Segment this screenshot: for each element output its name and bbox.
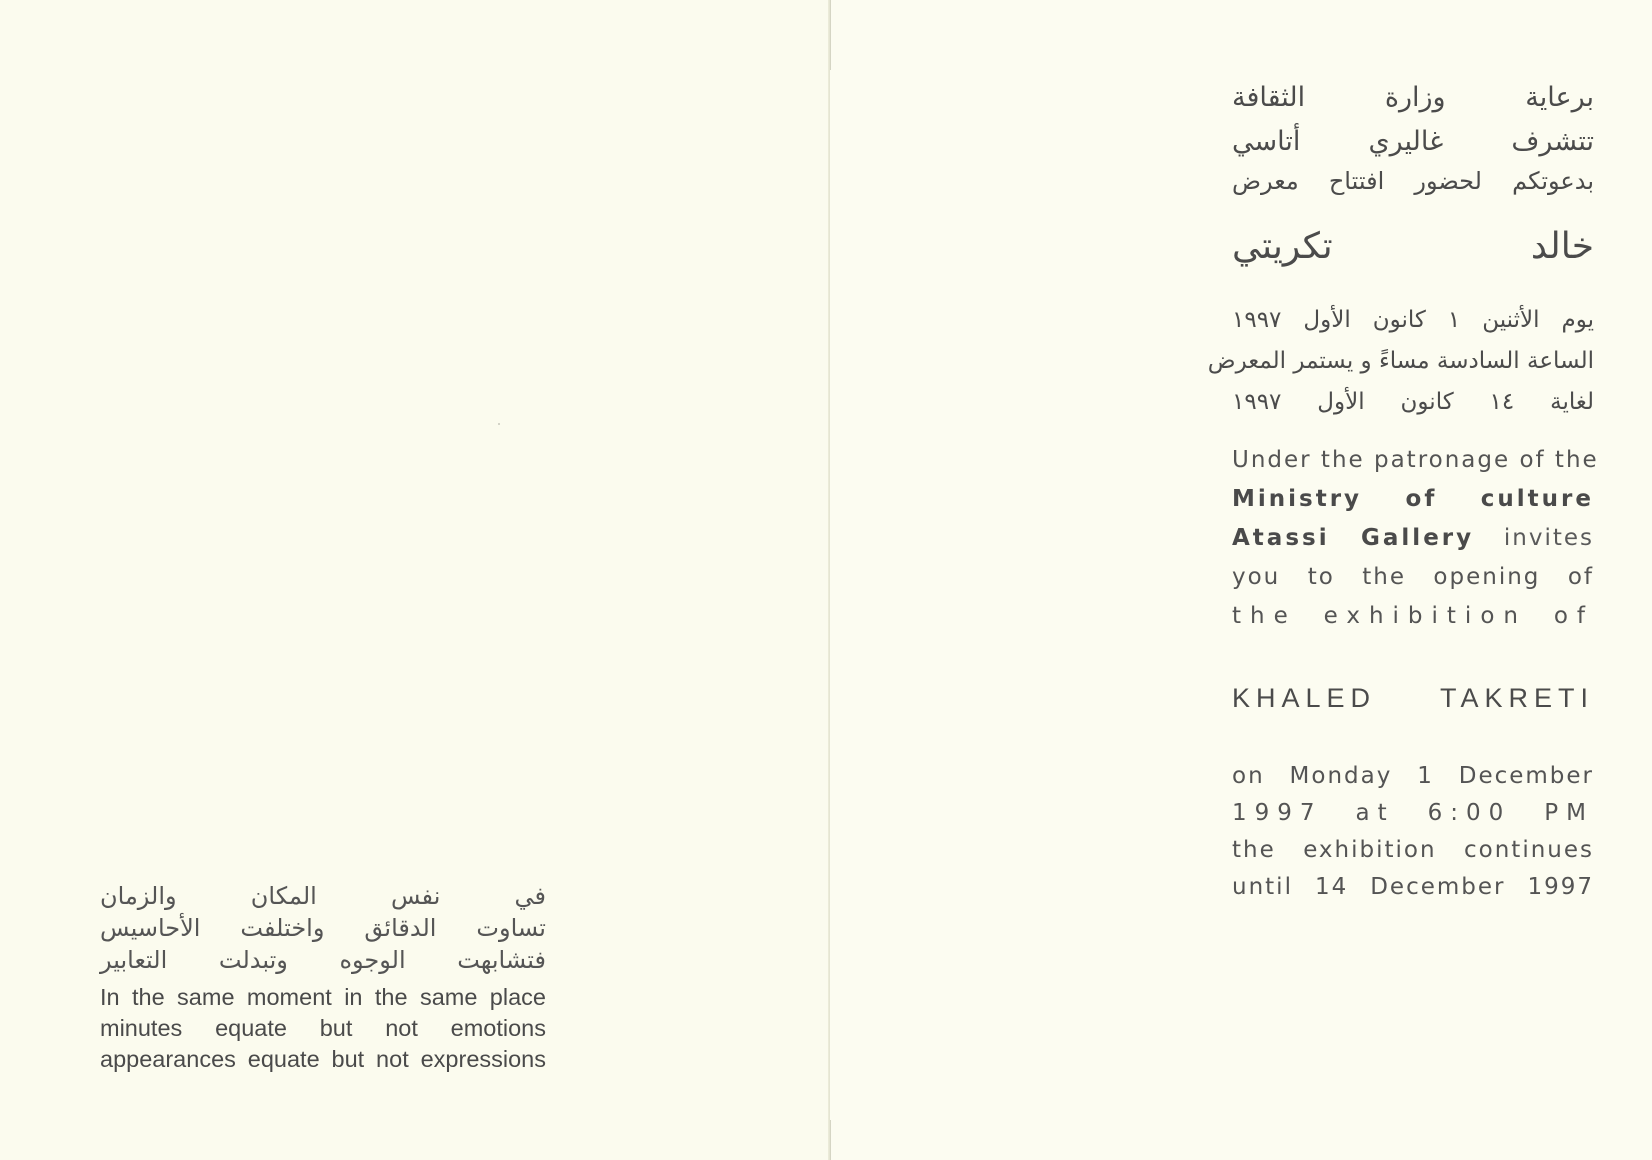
artist-name: KHALED TAKRETI	[1232, 683, 1594, 713]
invites-text: invites	[1503, 525, 1594, 551]
poem-arabic-line: تساوت الدقائق واختلفت الأحاسيس	[100, 914, 546, 942]
gallery-name: Atassi Gallery	[1232, 525, 1475, 551]
arabic-date-line: يوم الأثنين ١ كانون الأول ١٩٩٧	[1232, 307, 1594, 333]
english-date-line: 1997 at 6:00 PM	[1232, 800, 1594, 826]
poem-english	[100, 982, 546, 1075]
arabic-header	[1232, 76, 1594, 198]
poem	[100, 880, 546, 1075]
ministry-name: Ministry of culture	[1232, 486, 1594, 512]
poem-arabic	[100, 880, 546, 976]
invitation	[1207, 76, 1599, 906]
arabic-header-line: بدعوتكم لحضور افتتاح معرض	[1232, 167, 1594, 195]
poem-english-line: minutes equate but not emotions	[100, 1015, 546, 1041]
english-date	[1232, 758, 1594, 906]
arabic-date	[1207, 300, 1594, 423]
english-intro	[1232, 441, 1599, 636]
fold-mark-top	[830, 0, 831, 70]
arabic-artist-line: خالد تكريتي	[1232, 226, 1594, 267]
poem-english-line: appearances equate but not expressions	[100, 1046, 546, 1072]
arabic-date-line: لغاية ١٤ كانون الأول ١٩٩٧	[1232, 389, 1594, 415]
arabic-header-line: تتشرف غاليري أتاسي	[1232, 126, 1594, 157]
poem-arabic-line: في نفس المكان والزمان	[100, 882, 546, 910]
english-intro-line: Under the patronage of the	[1232, 447, 1599, 473]
english-intro-line	[1232, 480, 1594, 519]
english-date-line: the exhibition continues	[1232, 837, 1594, 863]
arabic-header-line: برعاية وزارة الثقافة	[1232, 82, 1594, 113]
english-intro-line: you to the opening of	[1232, 564, 1594, 590]
poem-arabic-line: فتشابهت الوجوه وتبدلت التعابير	[100, 946, 546, 974]
paper-speck	[498, 423, 500, 425]
english-date-line: on Monday 1 December	[1232, 763, 1594, 789]
center-fold	[828, 0, 830, 1160]
arabic-date-line: الساعة السادسة مساءً و يستمر المعرض	[1207, 348, 1594, 374]
english-intro-line	[1232, 519, 1594, 558]
arabic-artist-name	[1232, 222, 1594, 272]
english-date-line: until 14 December 1997	[1232, 874, 1594, 900]
poem-english-line: In the same moment in the same place	[100, 984, 546, 1010]
fold-mark-bottom	[830, 1120, 831, 1160]
english-intro-line: the exhibition of	[1232, 603, 1594, 629]
